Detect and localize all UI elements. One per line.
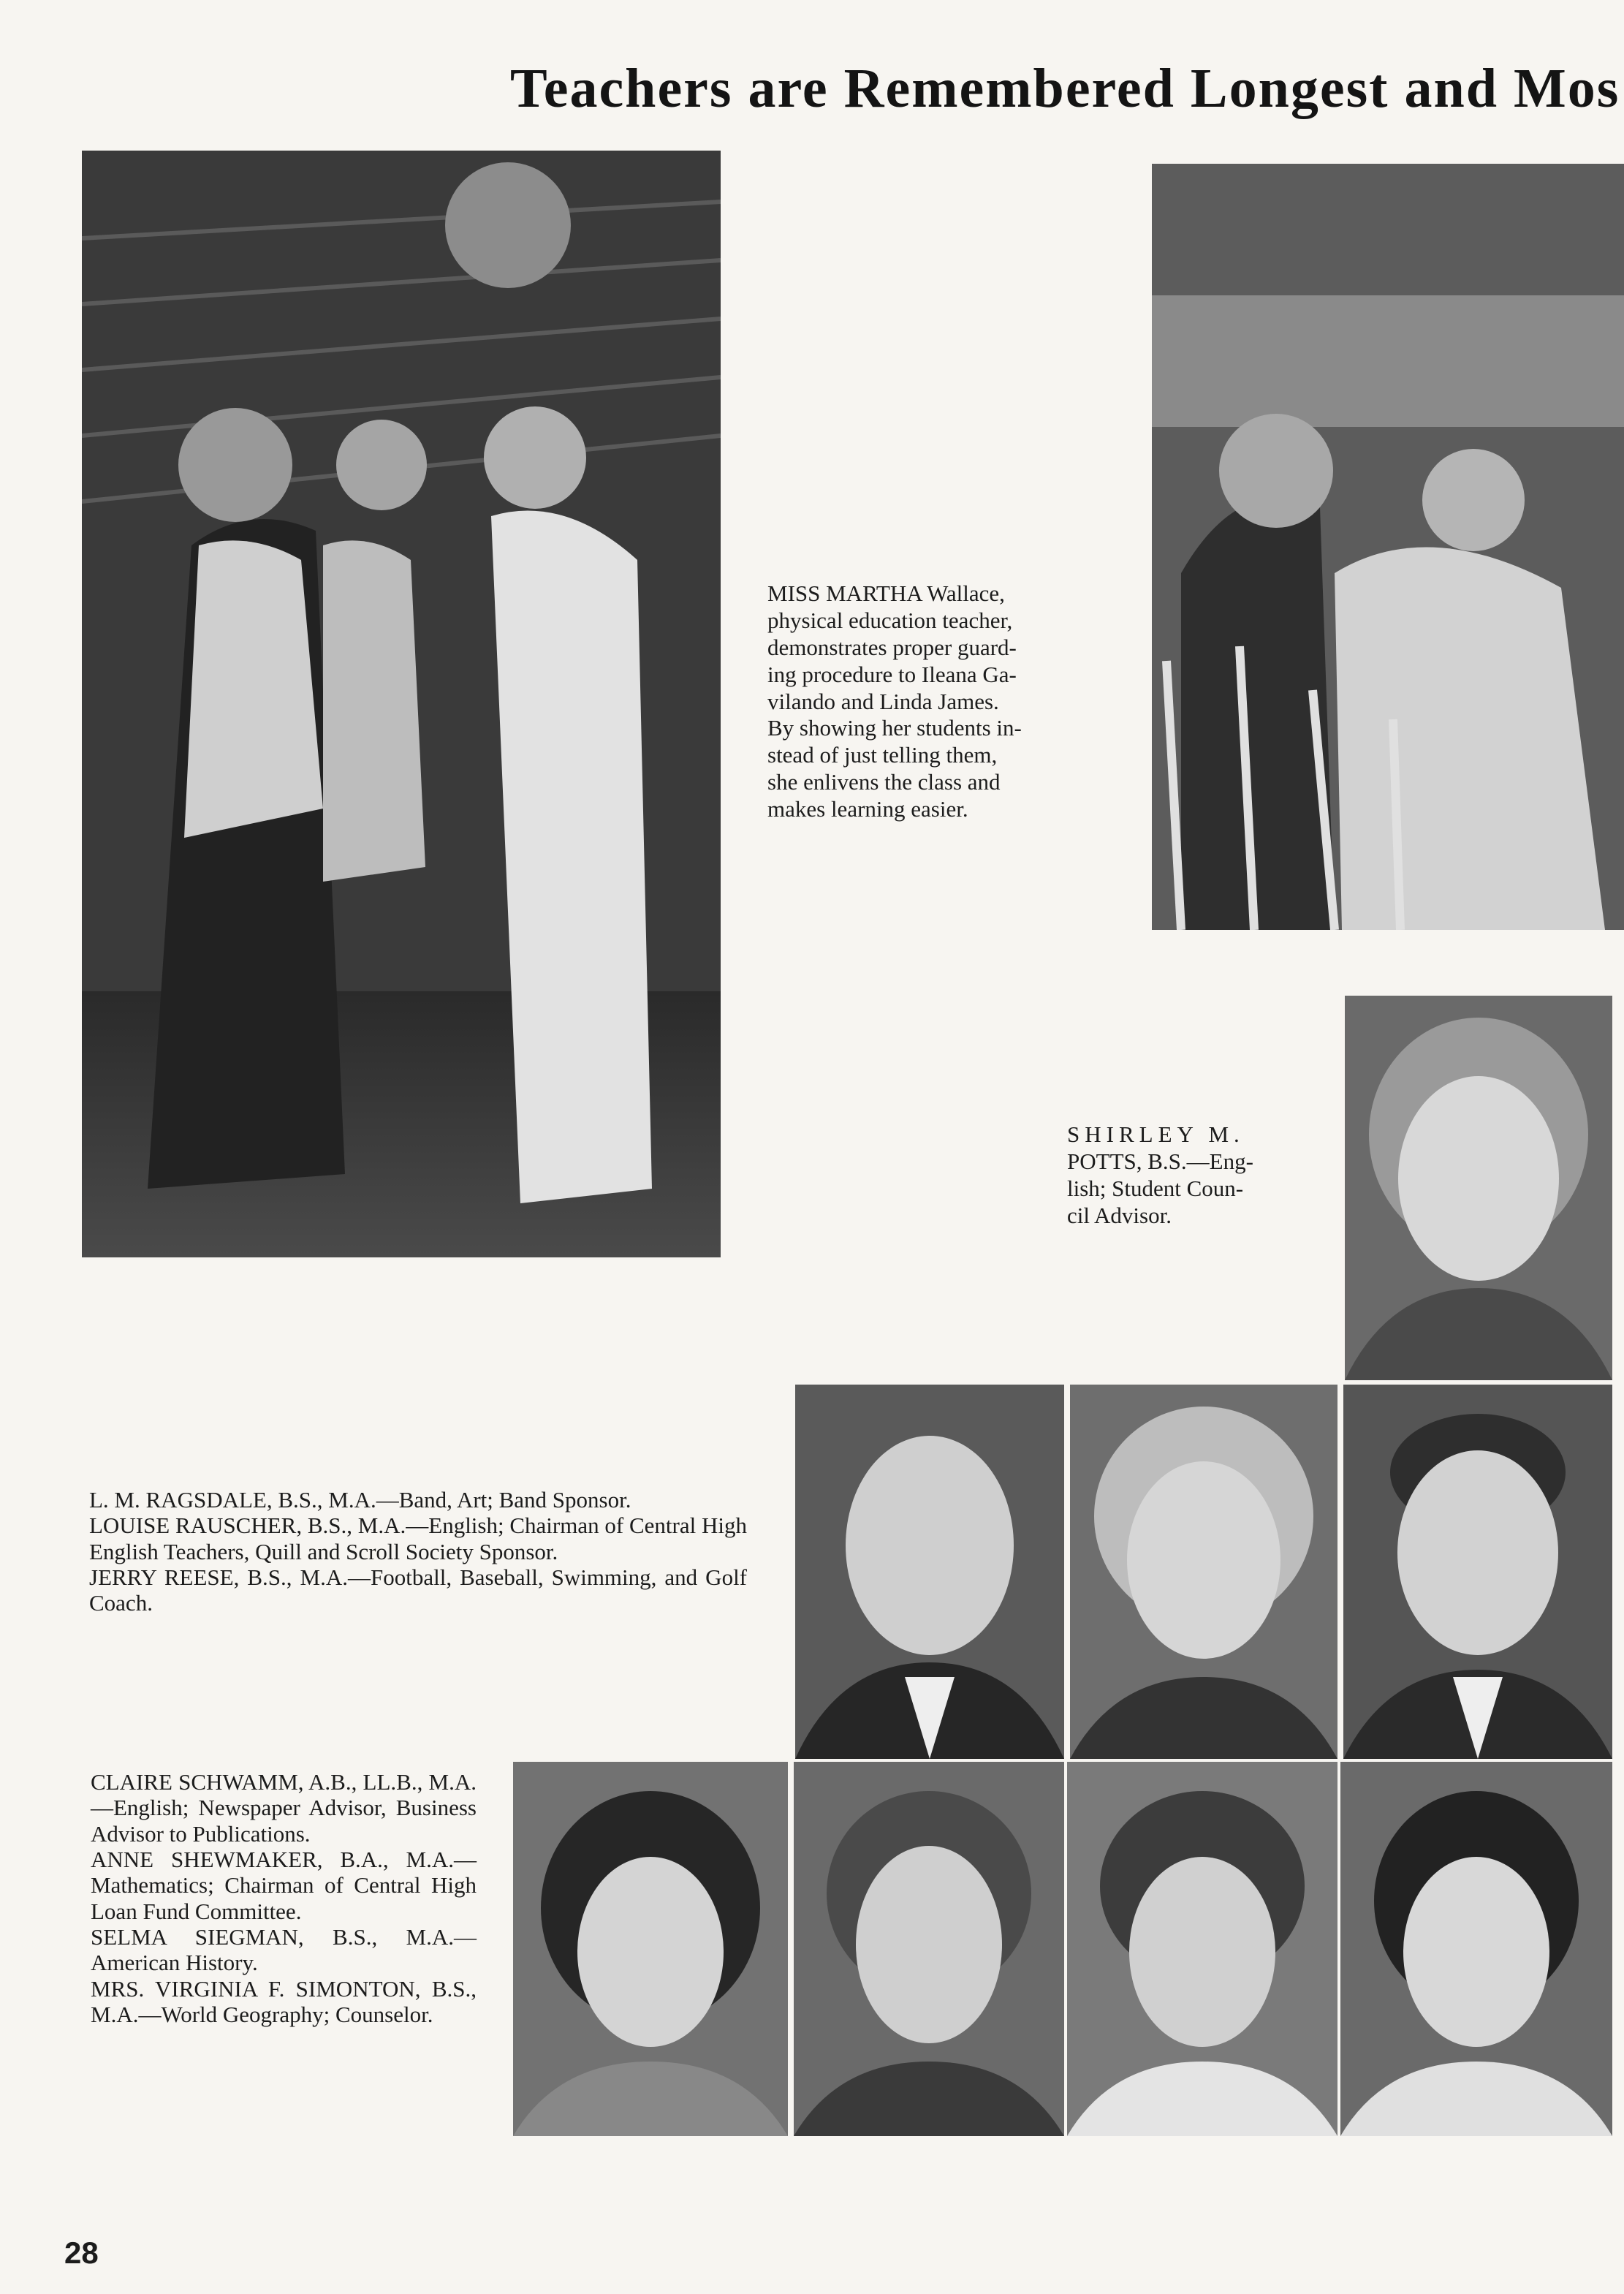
caption-line: vilando and Linda James. xyxy=(767,688,999,714)
cafeteria-photo xyxy=(1152,164,1624,930)
bio-shewmaker: ANNE SHEWMAKER, B.A., M.A.—Mathematics; Chairman of Central High Loan Fund Committee. xyxy=(91,1846,477,1924)
caption-line: By showing her students in- xyxy=(767,715,1022,741)
caption-line: demonstrates proper guard- xyxy=(767,634,1017,660)
caption-line: ing procedure to Ileana Ga- xyxy=(767,661,1017,687)
caption-line: she enlivens the class and xyxy=(767,769,1001,795)
bio-siegman: SELMA SIEGMAN, B.S., M.A.—American History. xyxy=(91,1923,477,1976)
bio-schwamm: CLAIRE SCHWAMM, A.B., LL.B., M.A.—English; Newspaper Advisor, Business Advisor to Publications. xyxy=(91,1769,477,1847)
caption-line: stead of just telling them, xyxy=(767,742,998,768)
portrait-shewmaker xyxy=(794,1762,1064,2136)
caption-line: lish; Student Coun- xyxy=(1067,1175,1244,1201)
caption-line: MISS MARTHA Wallace, xyxy=(767,580,1005,606)
basketball-photo xyxy=(82,151,721,1257)
portrait-siegman xyxy=(1067,1762,1337,2136)
middle-bios xyxy=(89,1487,747,1616)
caption-line: SHIRLEY M. xyxy=(1067,1121,1245,1147)
portrait-reese xyxy=(1343,1385,1612,1759)
caption-line: makes learning easier. xyxy=(767,796,968,822)
bio-rauscher: LOUISE RAUSCHER, B.S., M.A.—English; Chairman of Central High English Teachers, Quill and Scroll Society Sponsor. xyxy=(89,1513,747,1564)
portrait-rauscher xyxy=(1070,1385,1337,1759)
portrait-potts xyxy=(1345,996,1612,1380)
bottom-bios xyxy=(91,1769,477,2027)
caption-line: POTTS, B.S.—Eng- xyxy=(1067,1148,1253,1174)
page-title: Teachers are Remembered Longest and Mos xyxy=(510,58,1620,119)
portrait-simonton xyxy=(1340,1762,1612,2136)
portrait-schwamm xyxy=(513,1762,788,2136)
caption-line: physical education teacher, xyxy=(767,607,1013,633)
bio-ragsdale: L. M. RAGSDALE, B.S., M.A.—Band, Art; Band Sponsor. xyxy=(89,1487,631,1513)
portrait-ragsdale xyxy=(795,1385,1064,1759)
caption-line: cil Advisor. xyxy=(1067,1202,1172,1228)
page-number: 28 xyxy=(64,2236,99,2270)
bio-simonton: MRS. VIRGINIA F. SIMONTON, B.S., M.A.—World Geography; Counselor. xyxy=(91,1975,477,2027)
wallace-caption xyxy=(767,580,1077,823)
bio-reese: JERRY REESE, B.S., M.A.—Football, Baseball, Swimming, and Golf Coach. xyxy=(89,1564,747,1616)
potts-caption xyxy=(1067,1121,1301,1230)
